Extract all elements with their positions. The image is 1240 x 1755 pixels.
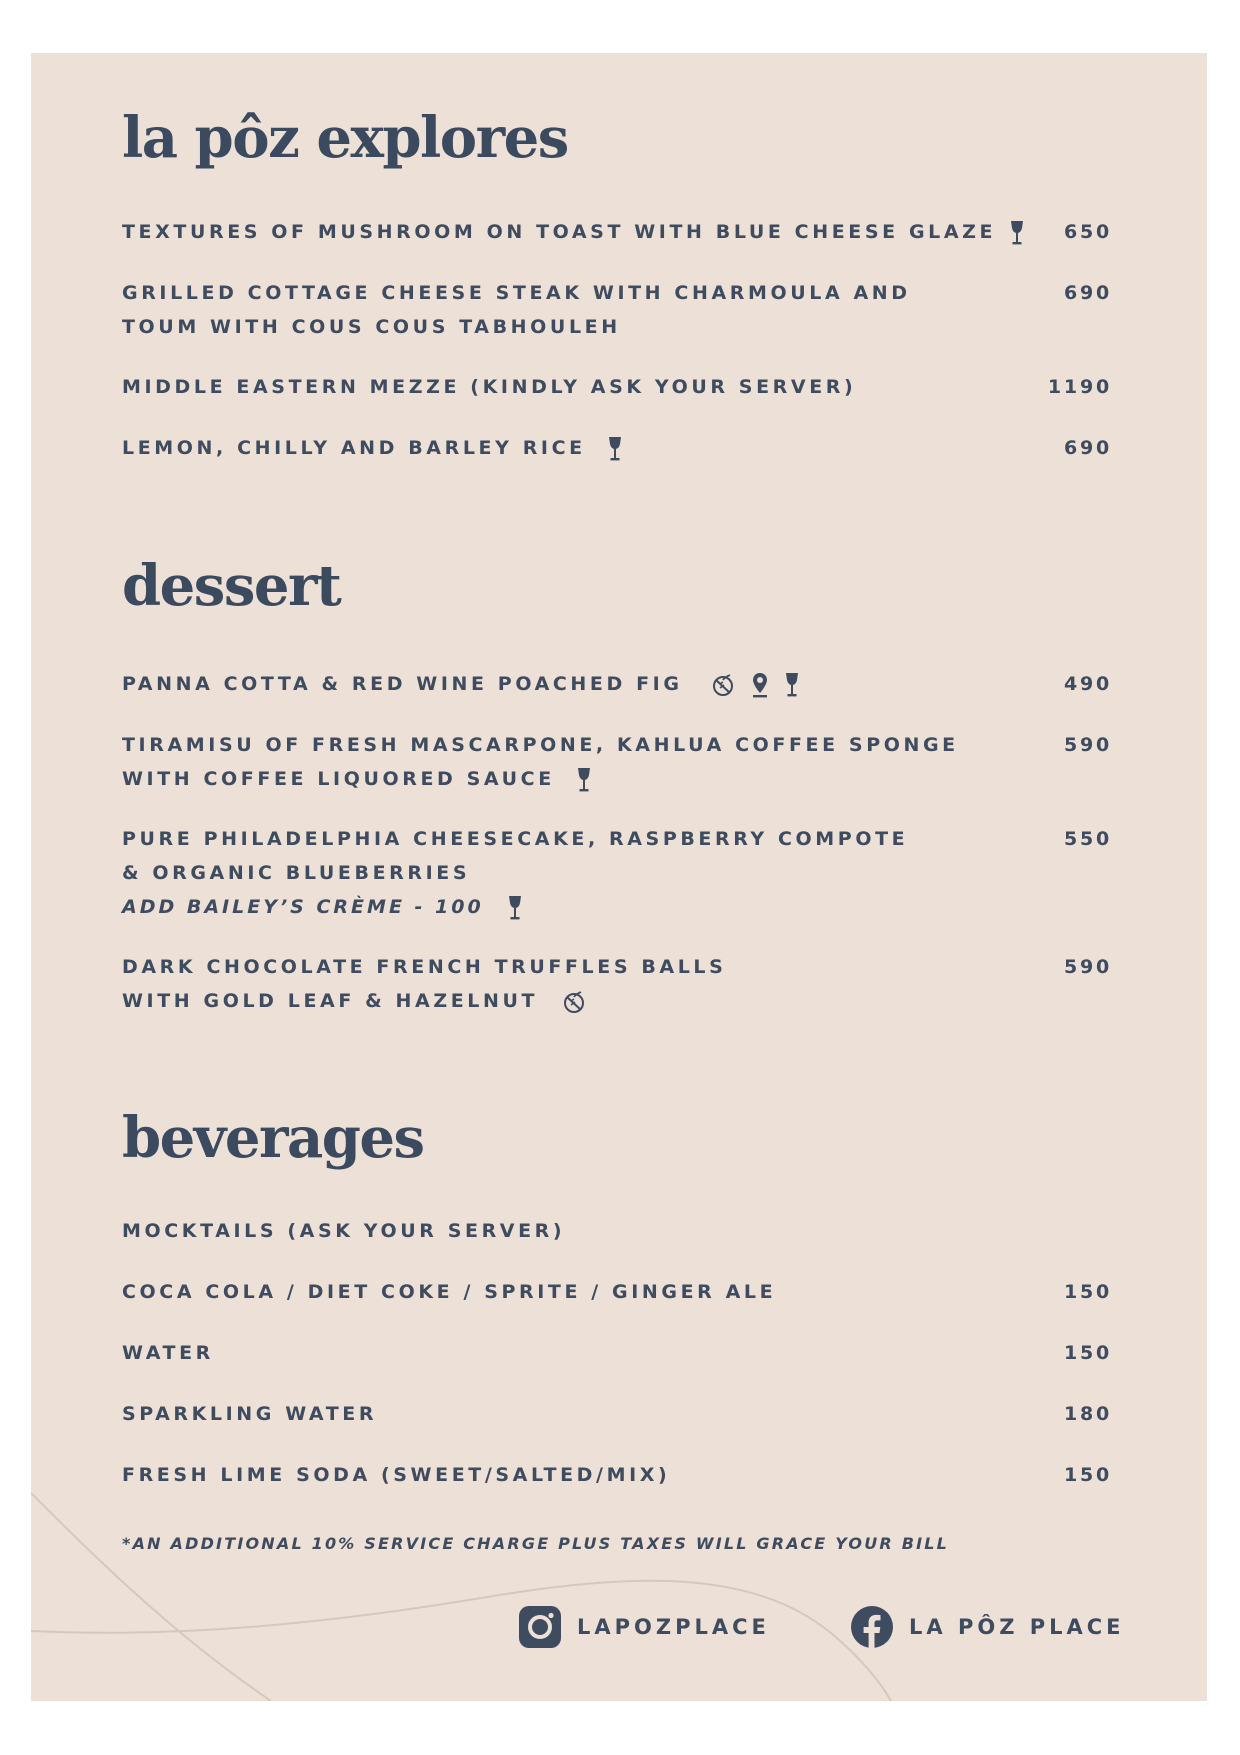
facebook-icon bbox=[851, 1606, 893, 1648]
item-name: PURE PHILADELPHIA CHEESECAKE, RASPBERRY COMPOTE bbox=[122, 828, 909, 850]
facebook-handle: LA PÔZ PLACE bbox=[909, 1615, 1125, 1639]
wine-glass-icon bbox=[508, 895, 522, 921]
addon-note: ADD BAILEY’S CRÈME - 100 bbox=[122, 890, 982, 924]
item-price: 590 bbox=[1063, 956, 1112, 978]
location-pin-icon bbox=[751, 671, 769, 699]
item-price: 590 bbox=[1063, 734, 1112, 756]
item-price: 150 bbox=[1063, 1281, 1112, 1303]
section-title-dessert: dessert bbox=[122, 553, 341, 619]
item-price: 150 bbox=[1063, 1464, 1112, 1486]
item-price: 1190 bbox=[1047, 376, 1112, 398]
item-name: MIDDLE EASTERN MEZZE (KINDLY ASK YOUR SERVER) bbox=[122, 376, 857, 398]
item-price: 690 bbox=[1063, 437, 1112, 459]
item-name: DARK CHOCOLATE FRENCH TRUFFLES BALLS bbox=[122, 956, 727, 978]
item-price: 180 bbox=[1063, 1403, 1112, 1425]
item-name: GRILLED COTTAGE CHEESE STEAK WITH CHARMOULA AND bbox=[122, 282, 911, 304]
menu-card bbox=[31, 53, 1207, 1701]
instagram-link[interactable] bbox=[519, 1606, 770, 1648]
wine-glass-icon bbox=[608, 436, 622, 462]
item-price: 150 bbox=[1063, 1342, 1112, 1364]
instagram-icon bbox=[519, 1606, 561, 1648]
wine-glass-icon bbox=[577, 767, 591, 793]
gluten-free-icon bbox=[562, 990, 586, 1014]
section-title-beverages: beverages bbox=[122, 1105, 424, 1171]
item-name: FRESH LIME SODA (SWEET/SALTED/MIX) bbox=[122, 1464, 671, 1486]
item-name: WATER bbox=[122, 1342, 214, 1364]
gluten-free-icon bbox=[711, 673, 735, 697]
item-name: SPARKLING WATER bbox=[122, 1403, 378, 1425]
service-charge-note: *AN ADDITIONAL 10% SERVICE CHARGE PLUS TAXES WILL GRACE YOUR BILL bbox=[122, 1534, 950, 1553]
item-name: MOCKTAILS (ASK YOUR SERVER) bbox=[122, 1220, 566, 1242]
item-name-continued: TOUM WITH COUS COUS TABHOULEH bbox=[122, 316, 621, 338]
item-name: TIRAMISU OF FRESH MASCARPONE, KAHLUA COFFEE SPONGE bbox=[122, 734, 959, 756]
item-name: PANNA COTTA & RED WINE POACHED FIG bbox=[122, 667, 982, 702]
item-name: TEXTURES OF MUSHROOM ON TOAST WITH BLUE CHEESE GLAZE bbox=[122, 215, 982, 249]
facebook-link[interactable] bbox=[851, 1606, 1125, 1648]
item-price: 490 bbox=[1063, 673, 1112, 695]
item-price: 550 bbox=[1063, 828, 1112, 850]
section-title-la-poz-explores: la pôz explores bbox=[122, 105, 568, 171]
item-name: LEMON, CHILLY AND BARLEY RICE bbox=[122, 431, 982, 465]
item-price: 650 bbox=[1063, 221, 1112, 243]
item-name-continued: & ORGANIC BLUEBERRIES bbox=[122, 862, 471, 884]
item-price: 690 bbox=[1063, 282, 1112, 304]
wine-glass-icon bbox=[1010, 220, 1024, 246]
item-name-continued: WITH GOLD LEAF & HAZELNUT bbox=[122, 984, 982, 1018]
wine-glass-icon bbox=[785, 672, 799, 698]
item-name-continued: WITH COFFEE LIQUORED SAUCE bbox=[122, 762, 982, 796]
instagram-handle: LAPOZPLACE bbox=[577, 1615, 770, 1639]
item-name: COCA COLA / DIET COKE / SPRITE / GINGER ALE bbox=[122, 1281, 777, 1303]
